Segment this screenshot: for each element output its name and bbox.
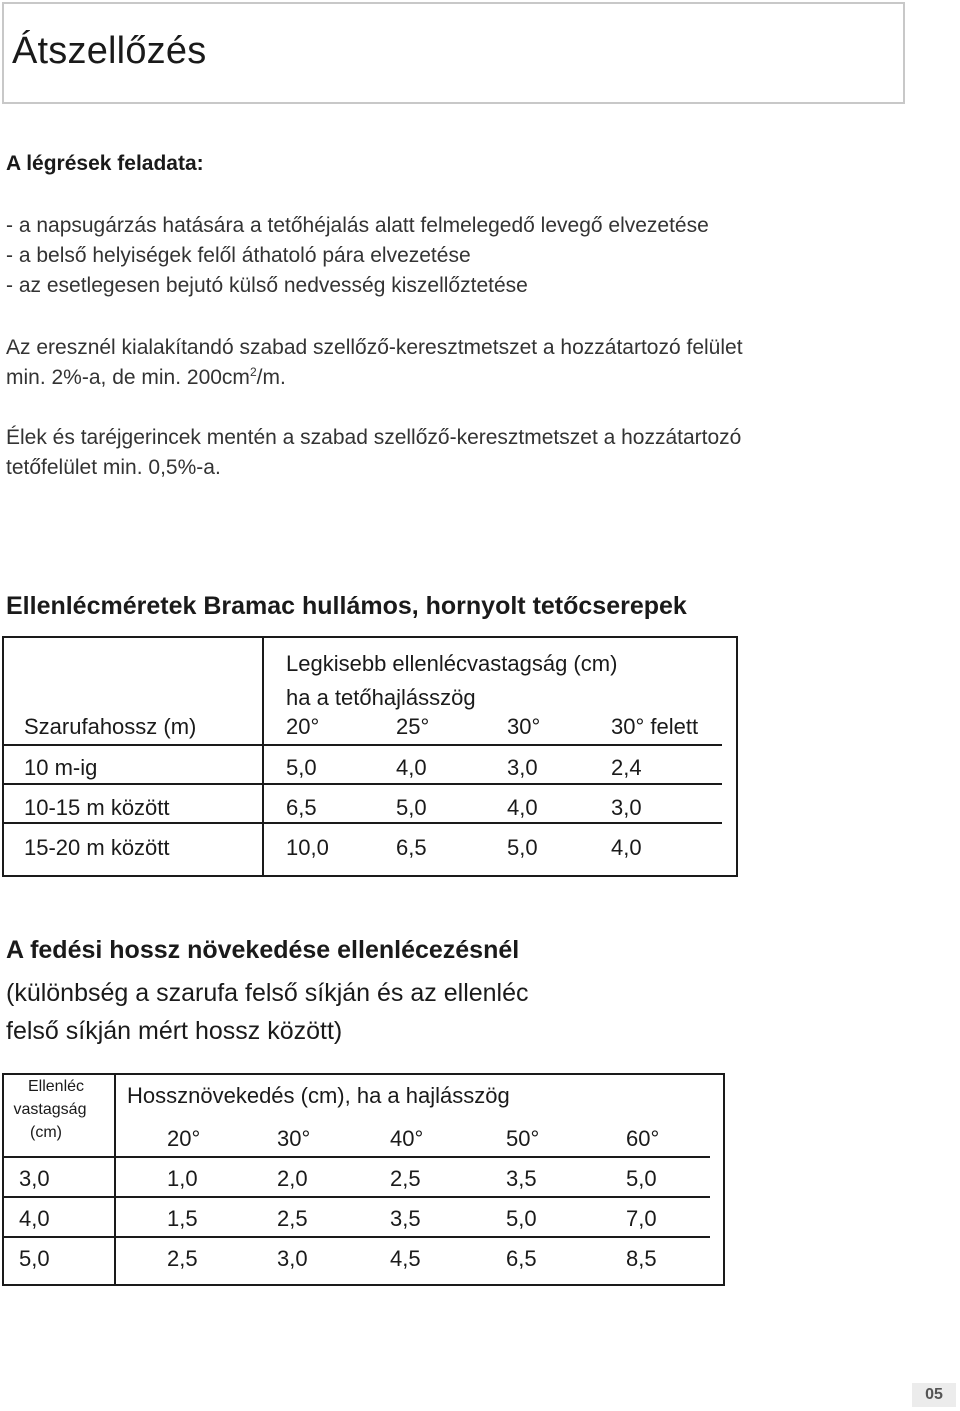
intro-heading: A légrések feladata: xyxy=(6,152,204,175)
table2-subtitle: felső síkján mért hossz között) xyxy=(6,1017,343,1045)
table2-rule xyxy=(2,1196,710,1198)
table1-row-header: Szarufahossz (m) xyxy=(24,714,197,739)
table2-divider xyxy=(114,1073,116,1286)
table1-divider xyxy=(262,636,264,877)
bullet-item: - a napsugárzás hatására a tetőhéjalás alatt felmelegedő levegő elvezetése xyxy=(6,214,709,237)
table1-rule xyxy=(2,744,722,746)
table2-cell: 5,0 xyxy=(626,1166,657,1191)
table1-row-label: 15-20 m között xyxy=(24,835,170,860)
table2-angle: 40° xyxy=(390,1126,424,1151)
table1-angle: 30° felett xyxy=(611,714,699,739)
table1-cell: 6,5 xyxy=(396,835,427,860)
table1-cell: 2,4 xyxy=(611,755,642,780)
table1-row-label: 10-15 m között xyxy=(24,795,170,820)
table2-cell: 5,0 xyxy=(506,1206,537,1231)
table1-header: ha a tetőhajlásszög xyxy=(286,685,476,710)
table2-angle: 60° xyxy=(626,1126,660,1151)
table2-angle: 20° xyxy=(167,1126,201,1151)
table2-row-label: 5,0 xyxy=(19,1246,50,1271)
table1-header: Legkisebb ellenlécvastagság (cm) xyxy=(286,651,618,676)
table1-cell: 4,0 xyxy=(507,795,538,820)
superscript: 2 xyxy=(249,365,257,379)
page-title: Átszellőzés xyxy=(12,30,207,72)
table2-cell: 1,5 xyxy=(167,1206,198,1231)
table1-rule xyxy=(2,783,722,785)
table1-cell: 5,0 xyxy=(286,755,317,780)
table2-row-label: 4,0 xyxy=(19,1206,50,1231)
table2-cell: 6,5 xyxy=(506,1246,537,1271)
table2-row-header: vastagság xyxy=(13,1101,87,1118)
table2-row-header: Ellenléc xyxy=(27,1078,85,1095)
paragraph-line: Élek és taréjgerincek mentén a szabad szellőző-keresztmetszet a hozzátartozó xyxy=(6,426,742,449)
table2-angle: 30° xyxy=(277,1126,311,1151)
table1-rule xyxy=(2,822,722,824)
bullet-item: - az esetlegesen bejutó külső nedvesség kiszellőztetése xyxy=(6,274,528,297)
bullet-item: - a belső helyiségek felől áthatoló pára elvezetése xyxy=(6,244,471,267)
table2-angle: 50° xyxy=(506,1126,540,1151)
paragraph-eaves xyxy=(6,333,743,393)
paragraph-text: /m. xyxy=(256,366,286,389)
table1-title: Ellenlécméretek Bramac hullámos, hornyolt tetőcserepek xyxy=(6,592,687,620)
table2-rule xyxy=(2,1236,710,1238)
table2-title: A fedési hossz növekedése ellenlécezésnél xyxy=(6,936,520,964)
table2-cell: 3,0 xyxy=(277,1246,308,1271)
table2-row-header: (cm) xyxy=(30,1124,62,1141)
table1-cell: 6,5 xyxy=(286,795,317,820)
table2-cell: 3,5 xyxy=(390,1206,421,1231)
table1-cell: 3,0 xyxy=(507,755,538,780)
table2-cell: 8,5 xyxy=(626,1246,657,1271)
table1-row-label: 10 m-ig xyxy=(24,755,98,780)
table1-cell: 4,0 xyxy=(396,755,427,780)
table2-cell: 2,0 xyxy=(277,1166,308,1191)
table2-cell: 2,5 xyxy=(390,1166,421,1191)
table2-subtitle: (különbség a szarufa felső síkján és az ellenléc xyxy=(6,979,529,1007)
title-box xyxy=(2,2,905,104)
table2-cell: 1,0 xyxy=(167,1166,198,1191)
table2-cell: 2,5 xyxy=(277,1206,308,1231)
table1-angle: 30° xyxy=(507,714,541,739)
table2-row-label: 3,0 xyxy=(19,1166,50,1191)
table1-cell: 5,0 xyxy=(396,795,427,820)
table2-cell: 7,0 xyxy=(626,1206,657,1231)
table1-cell: 3,0 xyxy=(611,795,642,820)
paragraph-ridges xyxy=(6,423,741,483)
paragraph-line: Az eresznél kialakítandó szabad szellőző-keresztmetszet a hozzátartozó felület xyxy=(6,336,743,359)
table2-cell: 3,5 xyxy=(506,1166,537,1191)
paragraph-line xyxy=(6,363,743,393)
table1-cell: 4,0 xyxy=(611,835,642,860)
bullet-list xyxy=(6,211,709,301)
table2-header: Hossznövekedés (cm), ha a hajlásszög xyxy=(127,1083,510,1108)
table1-cell: 10,0 xyxy=(286,835,329,860)
table1-angle: 25° xyxy=(396,714,430,739)
paragraph-line: tetőfelület min. 0,5%-a. xyxy=(6,456,221,479)
table2-cell: 2,5 xyxy=(167,1246,198,1271)
table1-angle: 20° xyxy=(286,714,320,739)
page-number: 05 xyxy=(912,1383,956,1407)
paragraph-text: min. 2%-a, de min. 200cm xyxy=(6,366,250,389)
table1-cell: 5,0 xyxy=(507,835,538,860)
table2-rule xyxy=(2,1156,710,1158)
table2-cell: 4,5 xyxy=(390,1246,421,1271)
